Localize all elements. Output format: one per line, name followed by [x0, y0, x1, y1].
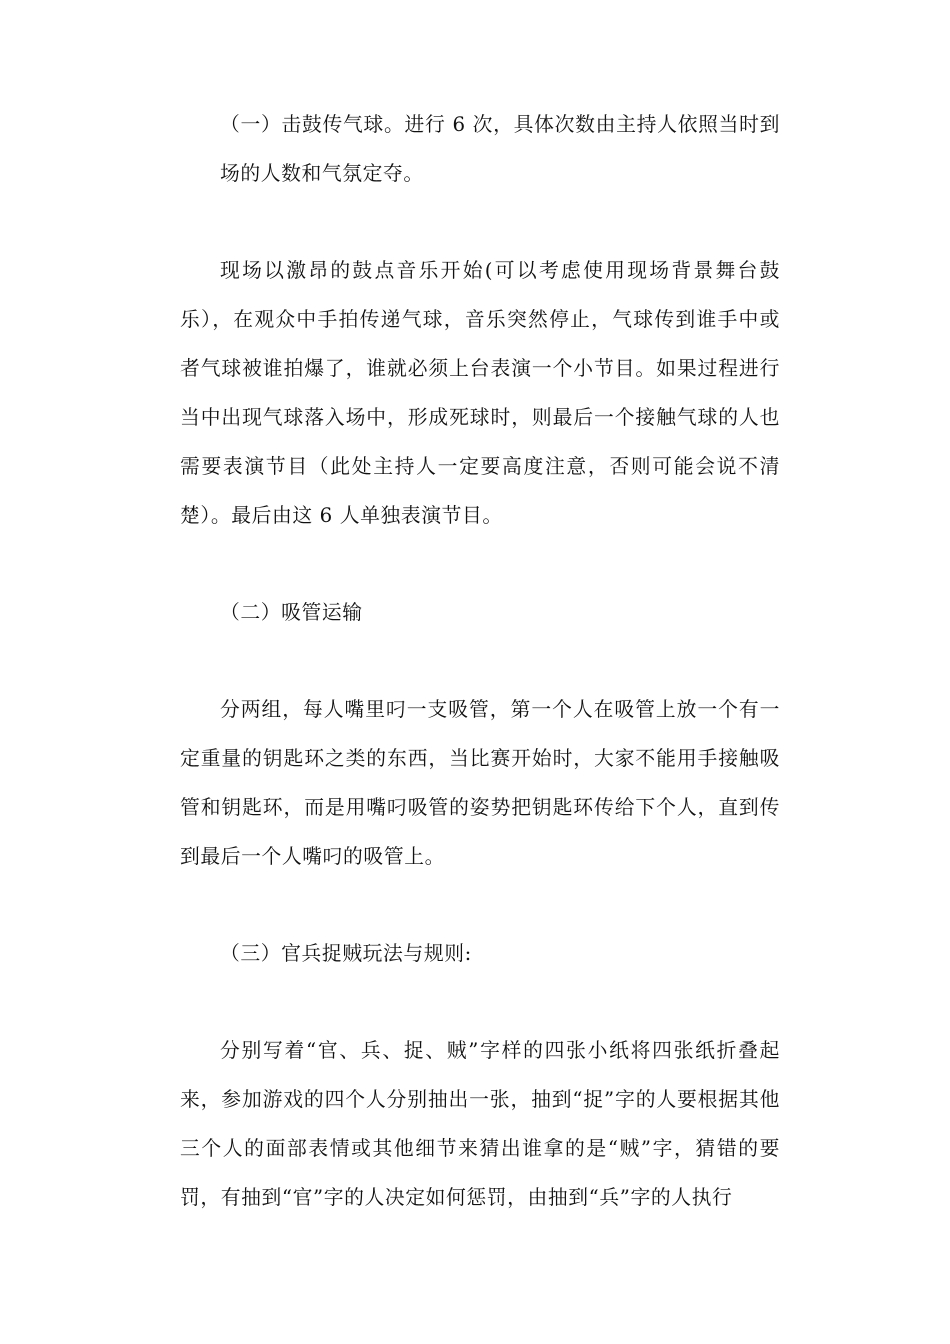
paragraph-spacer	[180, 881, 780, 929]
section-heading-3: （三）官兵捉贼玩法与规则:	[220, 942, 472, 965]
paragraph-spacer	[180, 540, 780, 588]
paragraph-spacer	[180, 637, 780, 685]
paragraph-spacer	[180, 198, 780, 246]
body-paragraph-1: 现场以激昂的鼓点音乐开始(可以考虑使用现场背景舞台鼓乐），在观众中手拍传递气球，音乐突然停止，气球传到谁手中或者气球被谁拍爆了，谁就必须上台表演一个小节目。如果过程进行当中出现气球落入场中，形成死球时，则最后一个接触气球的人也需要表演节目（此处主持人一定要高度注意，否则可能会说不清楚）。最后由这 6 人单独表演节目。	[180, 259, 780, 527]
document-body	[180, 100, 780, 1222]
section-heading-1: （一）击鼓传气球。进行 6 次，具体次数由主持人依照当时到场的人数和气氛定夺。	[220, 113, 780, 185]
section-heading-2: （二）吸管运输	[220, 601, 363, 624]
body-paragraph-3: 分别写着“官、兵、捉、贼”字样的四张小纸将四张纸折叠起来，参加游戏的四个人分别抽出一张，抽到“捉”字的人要根据其他三个人的面部表情或其他细节来猜出谁拿的是“贼”字，猜错的要罚，有抽到“官”字的人决定如何惩罚，由抽到“兵”字的人执行	[180, 1039, 780, 1209]
body-paragraph-2: 分两组，每人嘴里叼一支吸管，第一个人在吸管上放一个有一定重量的钥匙环之类的东西，当比赛开始时，大家不能用手接触吸管和钥匙环，而是用嘴叼吸管的姿势把钥匙环传给下个人，直到传到最后一个人嘴叼的吸管上。	[180, 698, 780, 868]
paragraph-spacer	[180, 978, 780, 1026]
